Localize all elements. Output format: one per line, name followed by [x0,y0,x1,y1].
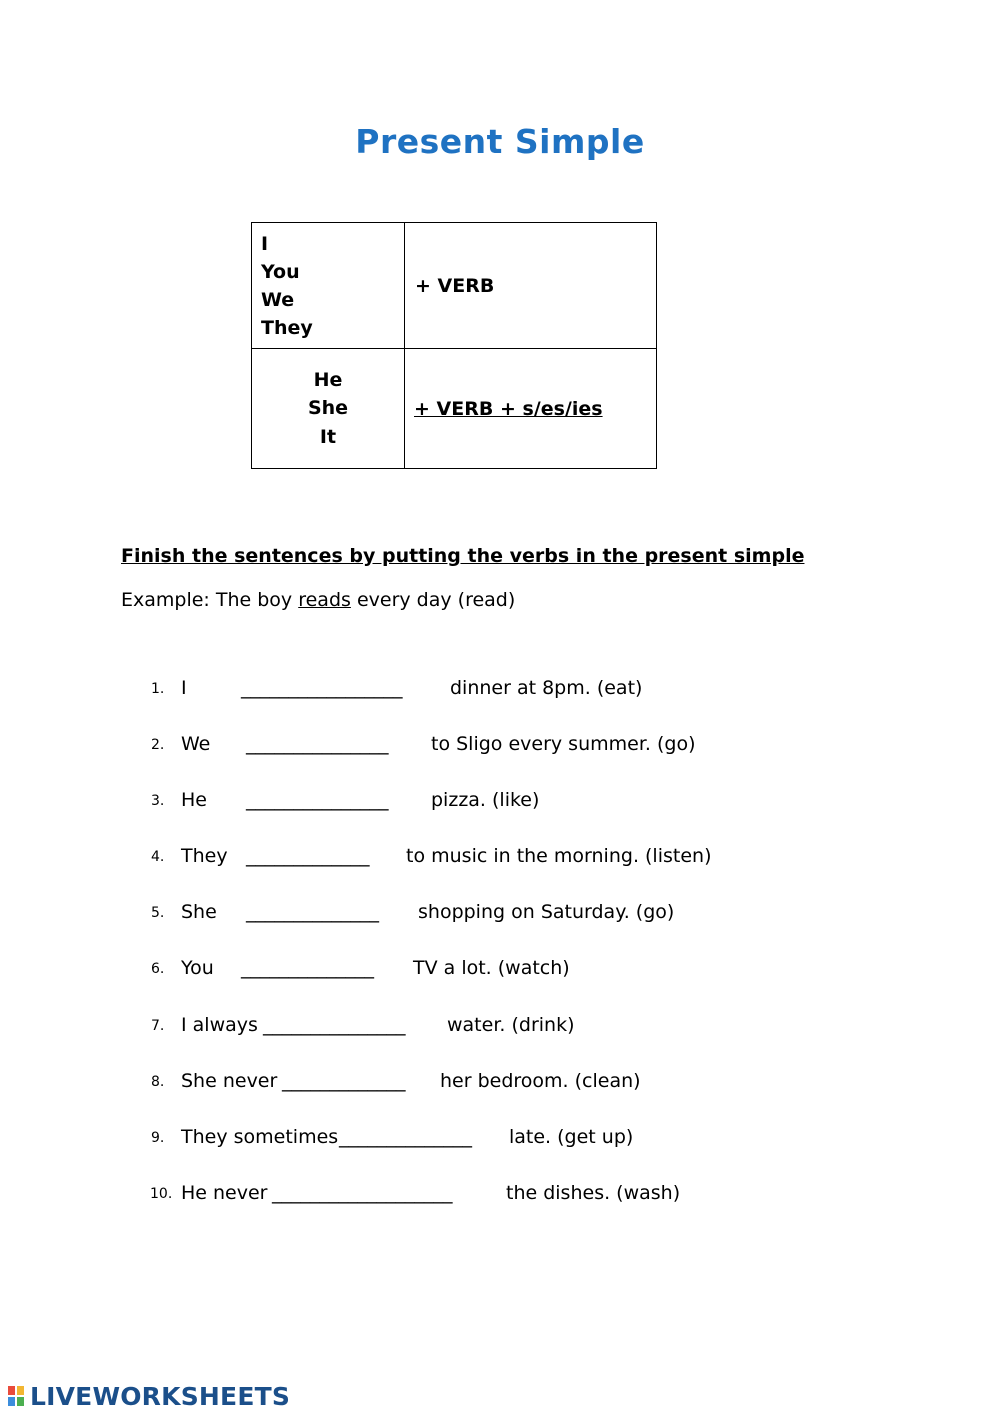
item-text: late. (get up) [509,1126,634,1148]
pronoun: It [319,425,337,448]
rule-text: + VERB + s/es/ies [414,397,603,420]
example-after: every day (read) [350,589,516,611]
item-blank[interactable]: _______________ [246,733,389,755]
item-blank[interactable]: ______________ [241,957,374,979]
example-before: Example: The boy [121,589,299,611]
item-blank[interactable]: _____________ [246,845,370,867]
item-subject: She [181,901,217,923]
table-row [252,349,657,469]
item-number: 7. [151,1018,165,1034]
logo-text: LIVEWORKSHEETS [30,1381,291,1411]
table-row [252,223,657,349]
example-sentence [121,589,515,611]
item-subject: We [181,733,211,755]
item-number: 10. [150,1186,173,1202]
item-subject: I [181,677,187,699]
pronoun: They [261,316,313,339]
item-blank[interactable]: _______________ [263,1014,406,1036]
item-subject: She never [181,1070,278,1092]
item-number: 4. [151,849,165,865]
item-text: the dishes. (wash) [506,1182,681,1204]
pronoun: I [261,232,269,255]
item-text: water. (drink) [447,1014,575,1036]
item-blank[interactable]: _______________ [246,789,389,811]
pronoun: He [313,368,343,391]
item-subject: He never [181,1182,268,1204]
pronoun: You [261,260,300,283]
item-blank[interactable]: _____________ [282,1070,406,1092]
item-number: 2. [151,737,165,753]
pronouns-cell-third-person [252,349,405,469]
item-subject: You [181,957,214,979]
page-title: Present Simple [355,122,645,161]
example-answer: reads [298,589,351,611]
item-text: TV a lot. (watch) [413,957,570,979]
item-number: 5. [151,905,165,921]
item-subject: He [181,789,207,811]
item-number: 9. [151,1130,165,1146]
item-text: dinner at 8pm. (eat) [450,677,643,699]
item-subject: They sometimes [181,1126,339,1148]
item-blank[interactable]: ___________________ [272,1182,453,1204]
item-number: 6. [151,961,165,977]
item-text: her bedroom. (clean) [440,1070,641,1092]
rule-cell-plain: + VERB [405,223,657,349]
item-number: 1. [151,681,165,697]
pronouns-cell-plain [252,223,405,349]
instruction-heading: Finish the sentences by putting the verbs in the present simple [121,545,805,567]
liveworksheets-logo-icon [6,1384,28,1408]
item-text: to music in the morning. (listen) [406,845,712,867]
rule-cell-third-person [405,349,657,469]
conjugation-table [251,222,657,469]
item-number: 3. [151,793,165,809]
item-blank[interactable]: ______________ [339,1126,472,1148]
item-number: 8. [151,1074,165,1090]
item-subject: I always [181,1014,258,1036]
item-text: pizza. (like) [431,789,540,811]
pronoun: She [307,397,349,420]
item-blank[interactable]: ______________ [246,901,379,923]
footer-branding [6,1381,290,1411]
item-blank[interactable]: _________________ [241,677,403,699]
item-text: to Sligo every summer. (go) [431,733,696,755]
item-subject: They [181,845,228,867]
pronoun: We [261,288,295,311]
item-text: shopping on Saturday. (go) [418,901,675,923]
